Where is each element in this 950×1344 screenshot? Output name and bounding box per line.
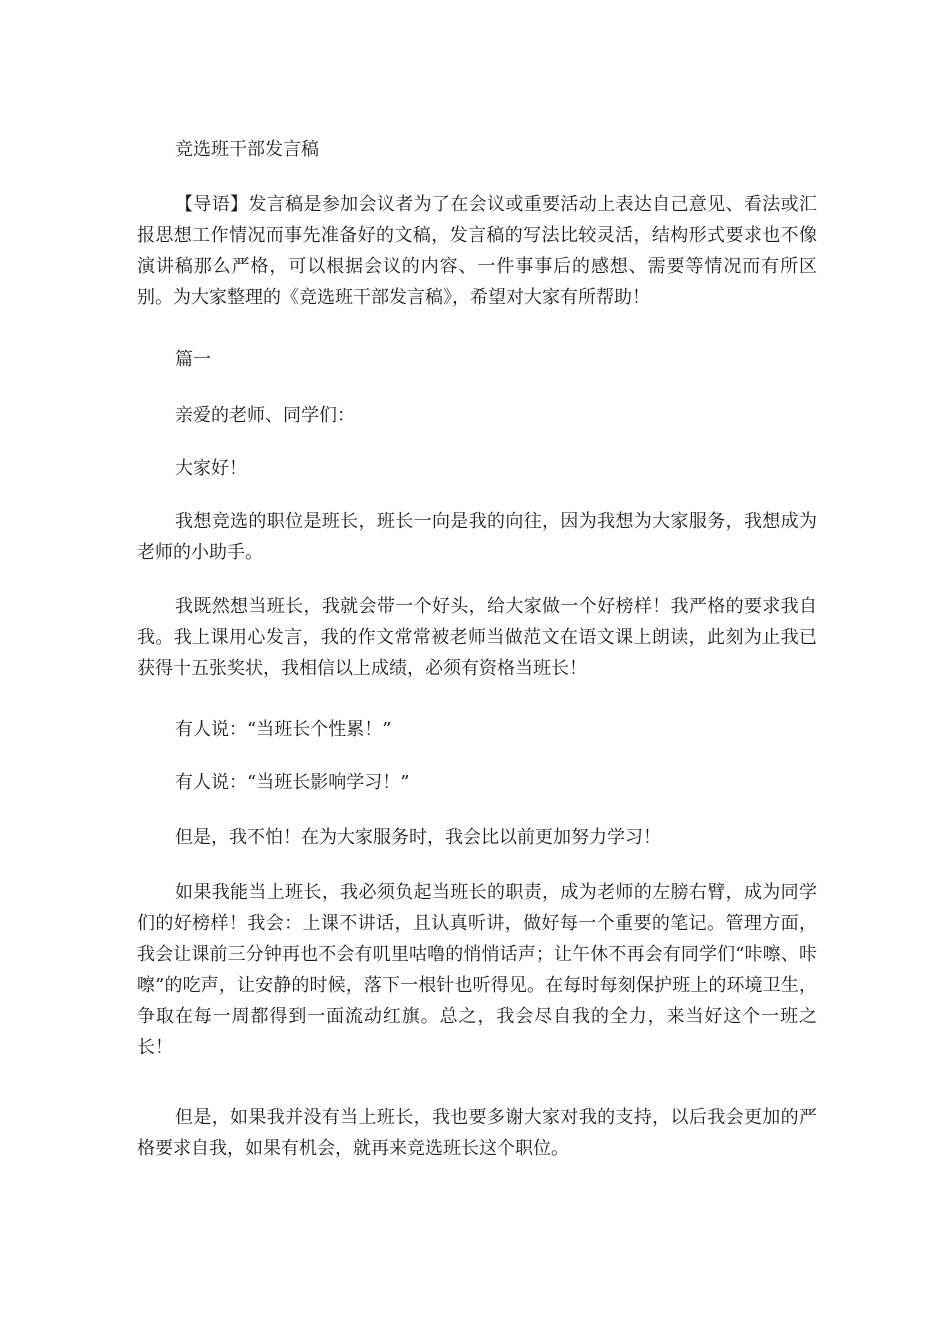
paragraph-quote-2: 有人说：“当班长影响学习！” (175, 772, 410, 793)
paragraph-greeting: 亲爱的老师、同学们： (175, 405, 355, 426)
paragraph-closing: 但是，如果我并没有当上班长，我也要多谢大家对我的支持，以后我会更加的严格要求自我，如果有机会，就再来竞选班长这个职位。 (137, 1107, 817, 1159)
paragraph-position: 我想竞选的职位是班长，班长一向是我的向往，因为我想为大家服务，我想成为老师的小助手。 (137, 511, 817, 563)
paragraph-duties: 如果我能当上班长，我必须负起当班长的职责，成为老师的左膀右臂，成为同学们的好榜样！我会：上课不讲话，且认真听讲，做好每一个重要的笔记。管理方面，我会让课前三分钟再也不会有叽里咕噜的悄悄话声；让午休不再会有同学们“咔嚓、咔嚓”的吃声，让安静的时候，落下一根针也听得见。在每时每刻保护班上的环境卫生，争取在每一周都得到一面流动红旗。总之，我会尽自我的全力，来当好这个一班之长！ (137, 882, 817, 1058)
section-heading: 篇一 (175, 349, 211, 370)
lead-paragraph: 【导语】发言稿是参加会议者为了在会议或重要活动上表达自己意见、看法或汇报思想工作情况而事先准备好的文稿，发言稿的写法比较灵活，结构形式要求也不像演讲稿那么严格，可以根据会议的内容、一件事事后的感想、需要等情况而有所区别。为大家整理的《竞选班干部发言稿》，希望对大家有所帮助！ (137, 194, 817, 308)
paragraph-quote-1: 有人说：“当班长个性累！” (175, 719, 392, 740)
paragraph-example: 我既然想当班长，我就会带一个好头，给大家做一个好榜样！我严格的要求我自我。我上课用心发言，我的作文常常被老师当做范文在语文课上朗读，此刻为止我已获得十五张奖状，我相信以上成绩，必须有资格当班长！ (137, 596, 817, 679)
document-title: 竞选班干部发言稿 (175, 139, 319, 160)
paragraph-not-afraid: 但是，我不怕！在为大家服务时，我会比以前更加努力学习！ (175, 827, 661, 848)
paragraph-hello: 大家好！ (175, 458, 247, 479)
